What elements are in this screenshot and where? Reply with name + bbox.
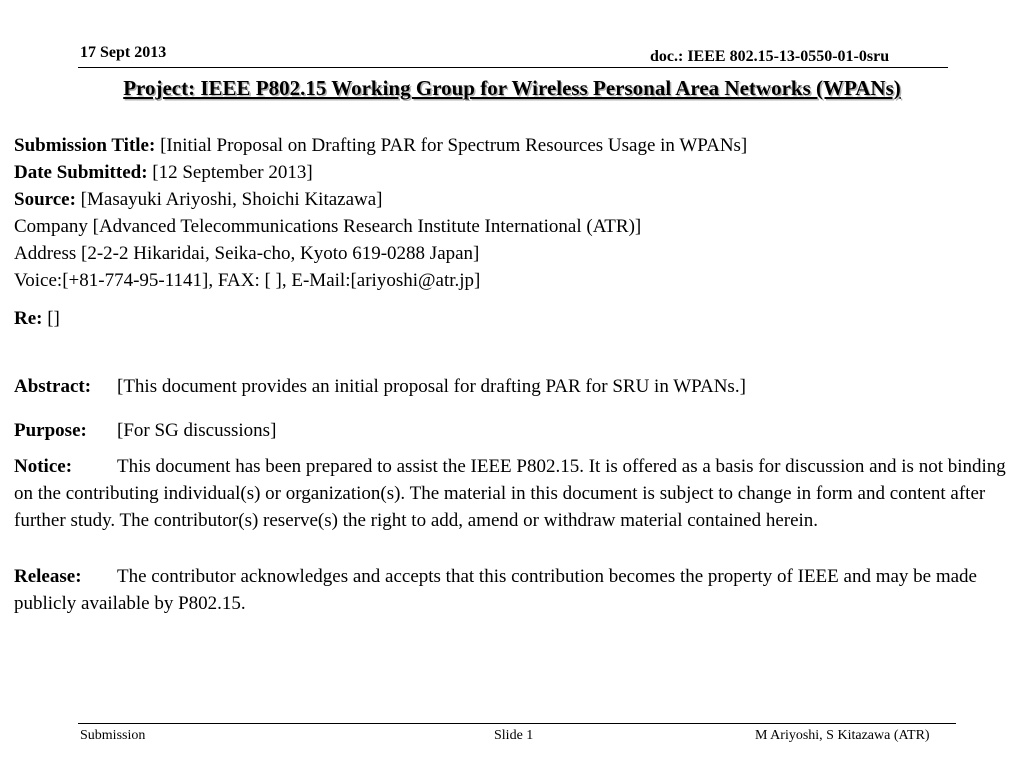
purpose-line [14,417,276,444]
purpose-text: [For SG discussions] [117,420,277,441]
submission-title-value: [Initial Proposal on Drafting PAR for Spectrum Resources Usage in WPANs] [155,135,748,156]
footer-divider [78,723,956,724]
notice-label: Notice: [14,456,73,477]
source-value: [Masayuki Ariyoshi, Shoichi Kitazawa] [75,189,383,210]
source-line [14,186,747,213]
re-label: Re: [14,308,43,329]
notice-paragraph [14,453,1014,534]
header-doc-id: doc.: IEEE 802.15-13-0550-01-0sru [650,48,890,65]
address-line: Address [2-2-2 Hikaridai, Seika-cho, Kyoto 619-0288 Japan] [14,243,480,264]
re-line [14,305,60,332]
release-label: Release: [14,566,82,587]
submission-details [14,132,747,294]
source-label: Source: [14,189,76,210]
date-submitted-label: Date Submitted: [14,162,148,183]
footer-authors: M Ariyoshi, S Kitazawa (ATR) [755,728,930,743]
date-submitted-value: [12 September 2013] [147,162,313,183]
release-paragraph [14,563,1014,617]
re-value: [] [42,308,60,329]
abstract-line [14,373,746,400]
footer-submission: Submission [80,728,146,743]
company-line: Company [Advanced Telecommunications Research Institute International (ATR)] [14,216,642,237]
abstract-label: Abstract: [14,376,92,397]
abstract-text: [This document provides an initial proposal for drafting PAR for SRU in WPANs.] [117,376,746,397]
contact-line: Voice:[+81-774-95-1141], FAX: [ ], E-Mail:[ariyoshi@atr.jp] [14,270,481,291]
footer-slide-number: Slide 1 [494,728,534,743]
date-submitted-line [14,159,747,186]
purpose-label: Purpose: [14,420,87,441]
project-title: Project: IEEE P802.15 Working Group for Wireless Personal Area Networks (WPANs) [123,76,901,100]
release-text: The contributor acknowledges and accepts that this contribution becomes the property of IEEE and may be made publicly available by P802.15. [14,566,977,614]
notice-text: This document has been prepared to assist the IEEE P802.15. It is offered as a basis for discussion and is not binding on the contributing individual(s) or organization(s). The material in this document is subject to change in form and content after further study. The contributor(s) reserve(s) the right to add, amend or withdraw material contained herein. [14,456,1006,531]
header-divider [78,67,948,68]
submission-title-label: Submission Title: [14,135,156,156]
header-date: 17 Sept 2013 [80,44,167,61]
submission-title-line [14,132,747,159]
